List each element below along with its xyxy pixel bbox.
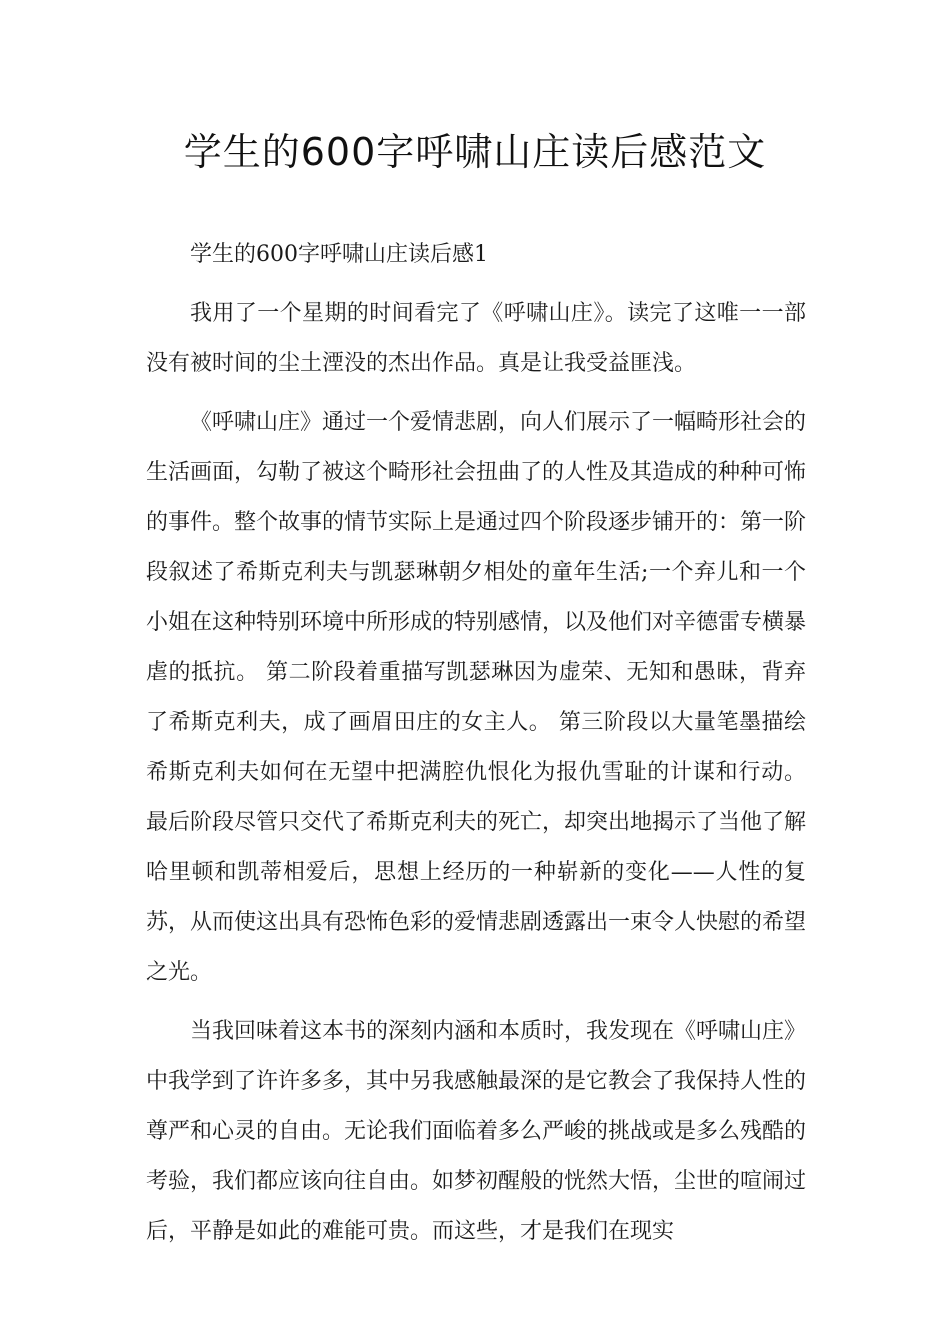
paragraph-2: 《呼啸山庄》通过一个爱情悲剧，向人们展示了一幅畸形社会的生活画面，勾勒了被这个畸形社会扭曲了的人性及其造成的种种可怖的事件。整个故事的情节实际上是通过四个阶段逐步铺开的：第一阶段叙述了希斯克利夫与凯瑟琳朝夕相处的童年生活;一个弃儿和一个小姐在这种特别环境中所形成的特别感情，以及他们对辛德雷专横暴虐的抵抗。 第二阶段着重描写凯瑟琳因为虚荣、无知和愚昧，背弃了希斯克利夫，成了画眉田庄的女主人。 第三阶段以大量笔墨描绘希斯克利夫如何在无望中把满腔仇恨化为报仇雪耻的计谋和行动。 最后阶段尽管只交代了希斯克利夫的死亡，却突出地揭示了当他了解哈里顿和凯蒂相爱后，思想上经历的一种崭新的变化——人性的复苏，从而使这出具有恐怖色彩的爱情悲剧透露出一束令人快慰的希望之光。 bbox=[146, 410, 807, 985]
document-body bbox=[146, 230, 806, 1257]
document-title: 学生的600字呼啸山庄读后感范文 bbox=[183, 130, 767, 174]
section-heading: 学生的600字呼啸山庄读后感1 bbox=[190, 242, 488, 267]
paragraph-1: 我用了一个星期的时间看完了《呼啸山庄》。读完了这唯一一部没有被时间的尘土湮没的杰出作品。真是让我受益匪浅。 bbox=[146, 301, 806, 376]
paragraph-3: 当我回味着这本书的深刻内涵和本质时，我发现在《呼啸山庄》中我学到了许许多多，其中另我感触最深的是它教会了我保持人性的尊严和心灵的自由。无论我们面临着多么严峻的挑战或是多么残酷的考验，我们都应该向往自由。如梦初醒般的恍然大悟，尘世的喧闹过后，平静是如此的难能可贵。而这些，才是我们在现实 bbox=[146, 1019, 807, 1244]
